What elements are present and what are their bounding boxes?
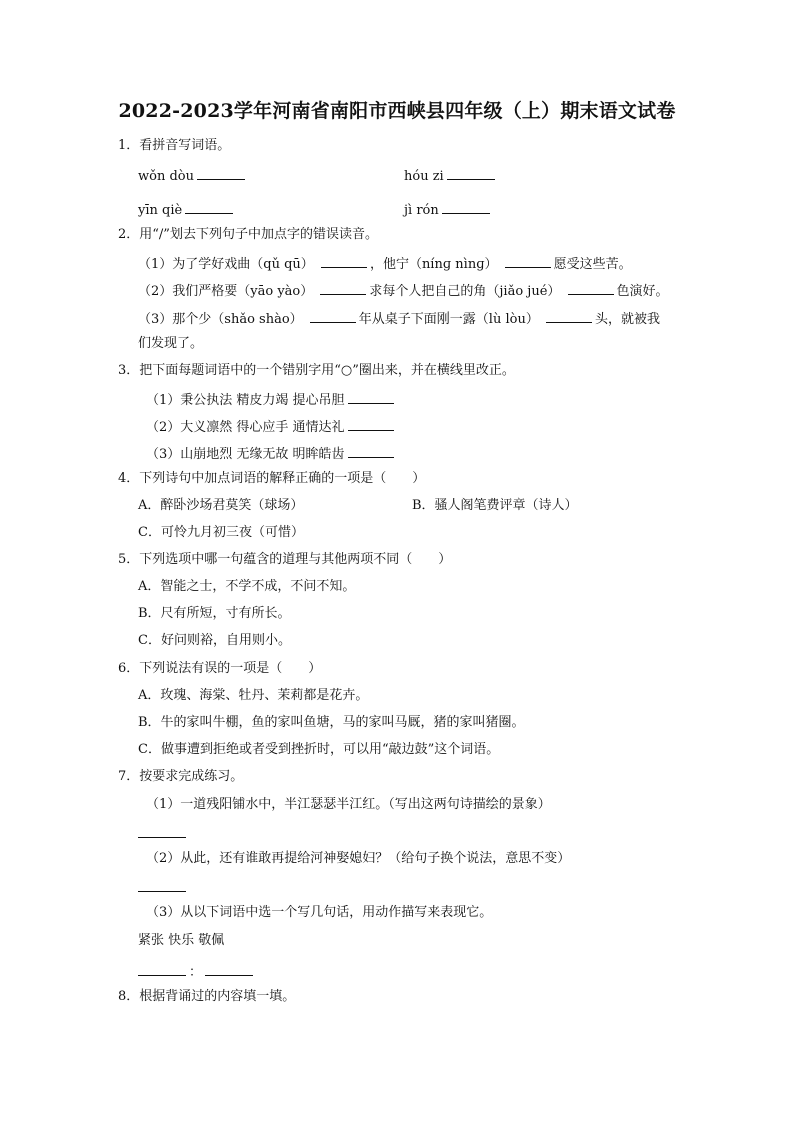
q2-line-1 [138, 253, 632, 274]
answer-blank[interactable] [138, 961, 186, 976]
q4-option-c[interactable]: C．可怜九月初三夜（可惜） [138, 525, 304, 540]
pinyin: wǒn dòu [138, 169, 194, 184]
text: （1）秉公执法 精皮力竭 提心吊胆 [146, 393, 345, 408]
question-7-stem: 7．按要求完成练习。 [118, 769, 244, 784]
answer-blank[interactable] [348, 389, 394, 404]
q3-item-2 [146, 416, 397, 437]
question-1-stem: 1．看拼音写词语。 [118, 138, 231, 153]
text: （1）为了学好戏曲（qǔ qū） [138, 257, 314, 272]
q2-line-3-cont: 们发现了。 [138, 336, 204, 351]
q7-sub-3: （3）从以下词语中选一个写几句话，用动作描写来表现它。 [146, 905, 493, 920]
q7-sub-2-answer [138, 877, 189, 898]
answer-blank[interactable] [321, 253, 367, 268]
q5-option-c[interactable]: C．好问则裕，自用则小。 [138, 633, 291, 648]
question-6-stem: 6．下列说法有误的一项是（ ） [118, 661, 322, 676]
q2-line-2 [138, 280, 669, 301]
q1-item-3 [138, 199, 236, 220]
text: ，他宁（nínɡ nìnɡ） [369, 257, 498, 272]
text: 色演好。 [616, 284, 669, 299]
text: 愿受这些苦。 [553, 257, 632, 272]
answer-blank[interactable] [348, 416, 394, 431]
text: 年从桌子下面刚一露（lù lòu） [358, 312, 539, 327]
colon: ： [189, 965, 203, 980]
text: （3）山崩地烈 无缘无故 明眸皓齿 [146, 447, 345, 462]
answer-blank[interactable] [568, 280, 614, 295]
q1-item-2 [404, 165, 498, 186]
q7-word-list: 紧张 快乐 敬佩 [138, 933, 225, 948]
q7-sub-2: （2）从此，还有谁敢再提给河神娶媳妇？（给句子换个说法，意思不变） [146, 851, 571, 866]
question-3-stem: 3．把下面每题词语中的一个错别字用“○”圈出来，并在横线里改正。 [118, 363, 515, 378]
question-8-stem: 8．根据背诵过的内容填一填。 [118, 989, 296, 1004]
text: （3）那个少（shǎo shào） [138, 312, 303, 327]
answer-blank[interactable] [348, 443, 394, 458]
q4-option-b[interactable]: B．骚人阁笔费评章（诗人） [412, 498, 578, 513]
answer-blank[interactable] [310, 308, 356, 323]
q6-option-b[interactable]: B．牛的家叫牛棚，鱼的家叫鱼塘，马的家叫马厩，猪的家叫猪圈。 [138, 715, 525, 730]
q3-item-3 [146, 443, 397, 464]
answer-blank[interactable] [197, 165, 245, 180]
text: （2）我们严格要（yāo yào） [138, 284, 314, 299]
page-title: 2022-2023学年河南省南阳市西峡县四年级（上）期末语文试卷 [118, 100, 676, 122]
answer-blank[interactable] [447, 165, 495, 180]
text: 求每个人把自己的角（jiǎo jué） [369, 284, 561, 299]
q1-item-1 [138, 165, 248, 186]
q7-sub-1-answer [138, 823, 189, 844]
answer-blank[interactable] [546, 308, 592, 323]
pinyin: jì rón [404, 203, 439, 218]
q5-option-a[interactable]: A．智能之士，不学不成，不问不知。 [138, 579, 356, 594]
text: （2）大义凛然 得心应手 通情达礼 [146, 420, 345, 435]
answer-blank[interactable] [505, 253, 551, 268]
q2-line-3 [138, 308, 660, 329]
question-2-stem: 2．用“/”划去下列句子中加点字的错误读音。 [118, 227, 378, 242]
q6-option-c[interactable]: C．做事遭到拒绝或者受到挫折时，可以用“敲边鼓”这个词语。 [138, 742, 500, 757]
q7-sub-3-answer [138, 961, 256, 982]
pinyin: yīn qiè [138, 203, 183, 218]
answer-blank[interactable] [185, 199, 233, 214]
q4-option-a[interactable]: A．醉卧沙场君莫笑（球场） [138, 498, 304, 513]
pinyin: hóu zi [404, 169, 444, 184]
q1-item-4 [404, 199, 493, 220]
question-5-stem: 5．下列选项中哪一句蕴含的道理与其他两项不同（ ） [118, 552, 452, 567]
answer-blank[interactable] [442, 199, 490, 214]
question-4-stem: 4．下列诗句中加点词语的解释正确的一项是（ ） [118, 471, 426, 486]
q6-option-a[interactable]: A．玫瑰、海棠、牡丹、茉莉都是花卉。 [138, 688, 369, 703]
answer-blank[interactable] [138, 877, 186, 892]
answer-blank[interactable] [205, 961, 253, 976]
answer-blank[interactable] [320, 280, 366, 295]
answer-blank[interactable] [138, 823, 186, 838]
q3-item-1 [146, 389, 397, 410]
text: 头，就被我 [594, 312, 660, 327]
q5-option-b[interactable]: B．尺有所短，寸有所长。 [138, 606, 291, 621]
q7-sub-1: （1）一道残阳铺水中，半江瑟瑟半江红。（写出这两句诗描绘的景象） [146, 797, 551, 812]
